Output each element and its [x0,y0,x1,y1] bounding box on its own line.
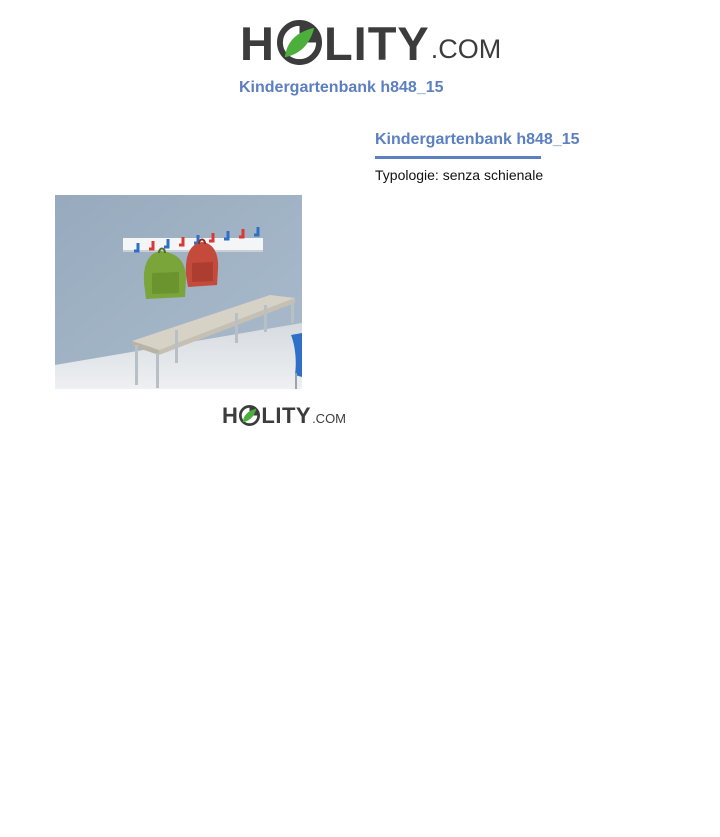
typology-label: Typologie: [375,167,439,183]
logo-suffix: .COM [430,34,502,64]
logo-letters-lity: LITY [261,403,312,428]
title-underline [375,156,541,159]
product-image[interactable] [55,195,302,389]
product-typology [375,167,695,183]
product-info [375,131,695,183]
typology-value: senza schienale [442,167,544,183]
logo-letter-h: H [240,17,275,70]
page-title: Kindergartenbank h848_15 [239,79,444,96]
logo-letters-lity: LITY [323,17,430,70]
holity-logo-small[interactable] [222,401,346,427]
holity-logo[interactable] [240,13,502,70]
logo-suffix: .COM [312,411,347,426]
logo-letter-h: H [222,403,239,428]
green-leaf-o-icon [277,20,322,65]
green-leaf-o-icon [239,405,260,426]
product-title: Kindergartenbank h848_15 [375,131,580,148]
